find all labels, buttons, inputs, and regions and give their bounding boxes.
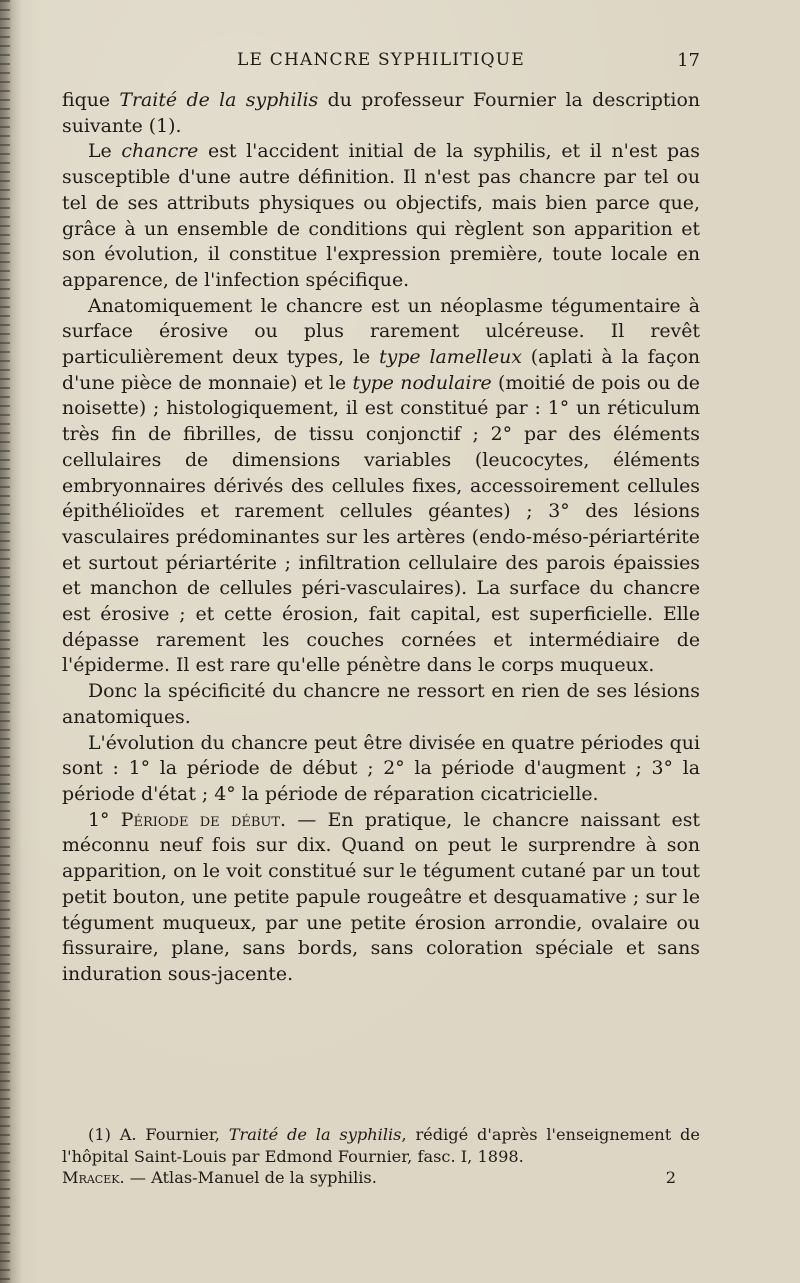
paragraph-specificity: Donc la spécificité du chancre ne ressort en rien de ses lésions anatomiques. [62,680,700,728]
page-header [62,50,700,76]
text-run: , rédigé d'après l'enseignement de l'hôpital Saint-Louis par Edmond Fournier, fasc. I, 1898. [62,1125,700,1166]
footnote-text [62,1124,700,1168]
text-run: est l'accident initial de la syphilis, et il n'est pas susceptible d'une autre définition. Il n'est pas chancre par tel ou tel de ses attributs physiques ou objectifs, mais bien parce que, grâce à un ensemble de conditions qui règlent son apparition et son évolution, il constitue l'expression première, toute locale en apparence, de l'infection spécifique. [62,140,701,291]
sheet-number: 2 [665,1168,676,1187]
text-run: (moitié de pois ou de noisette) ; histologiquement, il est constitué par : 1° un réticulum très fin de fibrilles, de tissu conjonctif ; 2° par des éléments cellulaires de dimensions variables (leucocytes, éléments embryonnaires dérivés des cellules fixes, accessoirement cellules épithélioïdes et rarement cellules géantes) ; 3° des lésions vasculaires prédominantes sur les artères (endo-méso-périartérite et surtout périartérite ; infiltration cellulaire des parois épaissies et manchon de cellules péri-vasculaires). La surface du chancre est érosive ; et cette érosion, fait capital, est superficielle. Elle dépasse rarement les couches cornées et intermédiaire de l'épiderme. Il est rare qu'elle pénètre dans le corps muqueux. [62,371,700,677]
running-title: LE CHANCRE SYPHILITIQUE [237,50,525,70]
paragraph-evolution: L'évolution du chancre peut être divisée en quatre périodes qui sont : 1° la période de début ; 2° la période d'augment ; 3° la période d'état ; 4° la période de réparation cicatricielle. [62,731,700,805]
paragraph-continuation [62,88,700,139]
text-run: — En pratique, le chancre naissant est méconnu neuf fois sur dix. Quand on peut le surprendre à son apparition, on le voit constitué sur le tégument cutané par un tout petit bouton, une petite papule rougeâtre et desquamative ; sur le tégument muqueux, par une petite érosion arrondie, ovalaire ou fissuraire, plane, sans bords, sans coloration spéciale et sans induration sous-jacente. [62,808,701,985]
italic-term: type lamelleux [379,346,522,369]
binding-edge [0,0,10,1283]
italic-title: Traité de la syphilis [228,1125,402,1144]
signature-line [62,1168,377,1187]
text-run: (1) A. Fournier, [88,1125,229,1144]
paragraph-onset [62,808,700,988]
text-run: Le [88,140,122,163]
printer-signature [62,1168,700,1190]
italic-term: chancre [121,140,199,163]
signature-title: — Atlas-Manuel de la syphilis. [124,1168,377,1187]
italic-term: type nodulaire [352,371,492,394]
text-run: du professeur Fournier la description suivante (1). [62,89,700,137]
page-number: 17 [677,50,700,71]
footnote [62,1124,700,1168]
body-text [62,88,700,988]
text-run: fique [62,89,120,111]
paragraph-anatomy [62,294,700,680]
text-run: Anatomiquement le chancre est un néoplasme tégumentaire à surface érosive ou plus rarement ulcéreuse. Il revêt particulièrement deux types, le [62,294,700,369]
text-run: (aplati à la façon d'une pièce de monnaie) et le [62,346,700,394]
italic-title: Traité de la syphilis [119,89,319,111]
section-heading: 1° Période de début. [88,808,287,831]
signature-author: Mracek. [62,1168,125,1187]
paragraph-definition [62,139,700,293]
